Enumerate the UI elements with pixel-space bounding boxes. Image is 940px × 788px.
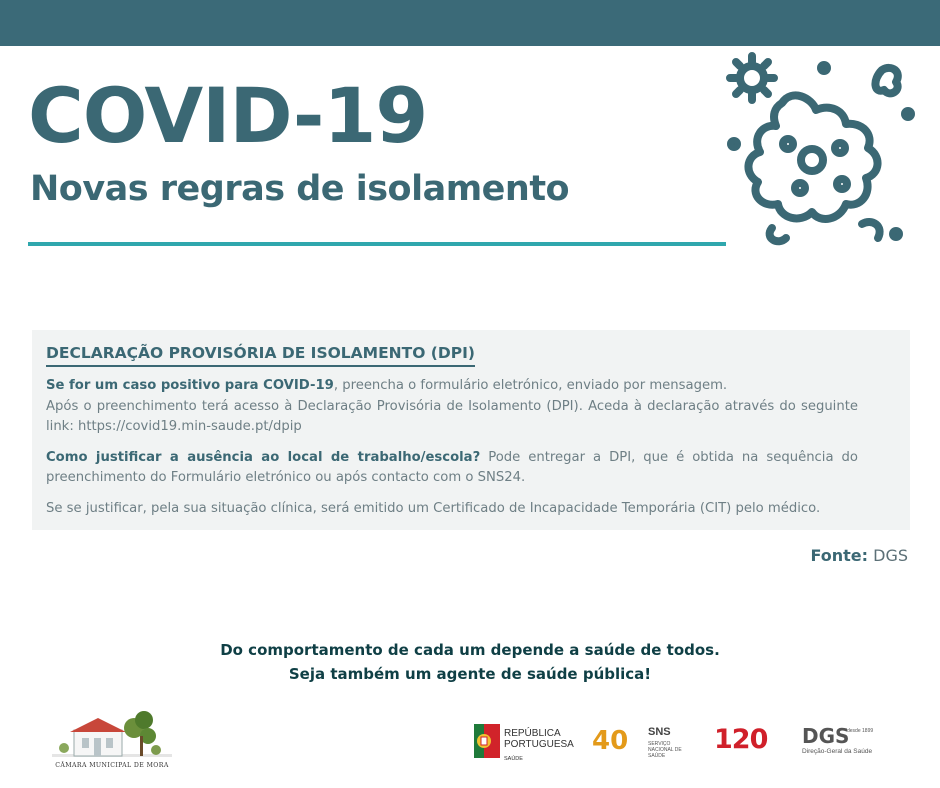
dpi-paragraph-1 bbox=[46, 376, 858, 438]
dpi-info-box bbox=[32, 330, 910, 530]
dpi-p2-bold: Como justificar a ausência ao local de trabalho/escola? bbox=[46, 449, 481, 465]
title-underline bbox=[28, 242, 726, 246]
dpi-paragraph-3: Se se justificar, pela sua situação clínica, será emitido um Certificado de Incapacidade Temporária (CIT) pelo médico. bbox=[46, 500, 821, 516]
slogan bbox=[0, 638, 940, 686]
slogan-line-2: Seja também um agente de saúde pública! bbox=[288, 665, 652, 683]
sns-40-number: 40 bbox=[592, 726, 629, 756]
dpi-paragraph-2 bbox=[46, 448, 858, 489]
dgs-sub-label: Direção-Geral da Saúde bbox=[802, 748, 873, 755]
sns-sub-label: SERVIÇO NACIONAL DE SAÚDE bbox=[648, 741, 682, 759]
coat-of-arms-icon bbox=[474, 724, 500, 758]
dpi-heading: DECLARAÇÃO PROVISÓRIA DE ISOLAMENTO (DPI) bbox=[46, 344, 475, 367]
source-label: Fonte: bbox=[810, 546, 869, 565]
virus-icon bbox=[712, 48, 922, 258]
dpi-p1-rest: , preencha o formulário eletrónico, enviado por mensagem. bbox=[333, 378, 728, 393]
dpi-p1-bold: Se for um caso positivo para COVID-19 bbox=[46, 378, 334, 393]
source-value: DGS bbox=[873, 546, 908, 565]
dpi-body bbox=[46, 376, 858, 529]
rp-line-1: REPÚBLICA bbox=[504, 728, 561, 739]
dpi-p2-rest: Pode entregar a DPI, que é obtida na sequência do preenchimento do Formulário eletrónico ou após contacto com o SNS24. bbox=[46, 449, 858, 485]
sns-40-logo bbox=[592, 728, 628, 754]
camara-municipal-logo bbox=[52, 706, 172, 772]
dgs-label: DGS bbox=[802, 724, 850, 748]
source-credit bbox=[810, 546, 908, 565]
dgs-120-logo: 120 bbox=[714, 724, 768, 755]
slogan-line-1: Do comportamento de cada um depende a saúde de todos. bbox=[220, 641, 720, 659]
page-title: COVID-19 bbox=[28, 71, 428, 160]
dpi-p1-line2: Após o preenchimento terá acesso à Declaração Provisória de Isolamento (DPI). Aceda à declaração através do seguinte link: https://covid19.min-saude.pt/dpip bbox=[46, 398, 858, 434]
camara-label: CÂMARA MUNICIPAL DE MORA bbox=[55, 762, 169, 769]
house-logo-icon bbox=[52, 706, 172, 762]
rp-line-2: PORTUGUESA bbox=[504, 739, 574, 750]
republica-portuguesa-label bbox=[504, 728, 574, 750]
partner-logos bbox=[474, 722, 874, 768]
dgs-desde-label: desde 1899 bbox=[847, 728, 874, 734]
sns-label: SNS bbox=[648, 726, 671, 738]
rp-saude-label: SAÚDE bbox=[504, 756, 523, 762]
page-subtitle: Novas regras de isolamento bbox=[30, 169, 570, 209]
top-bar bbox=[0, 0, 940, 46]
